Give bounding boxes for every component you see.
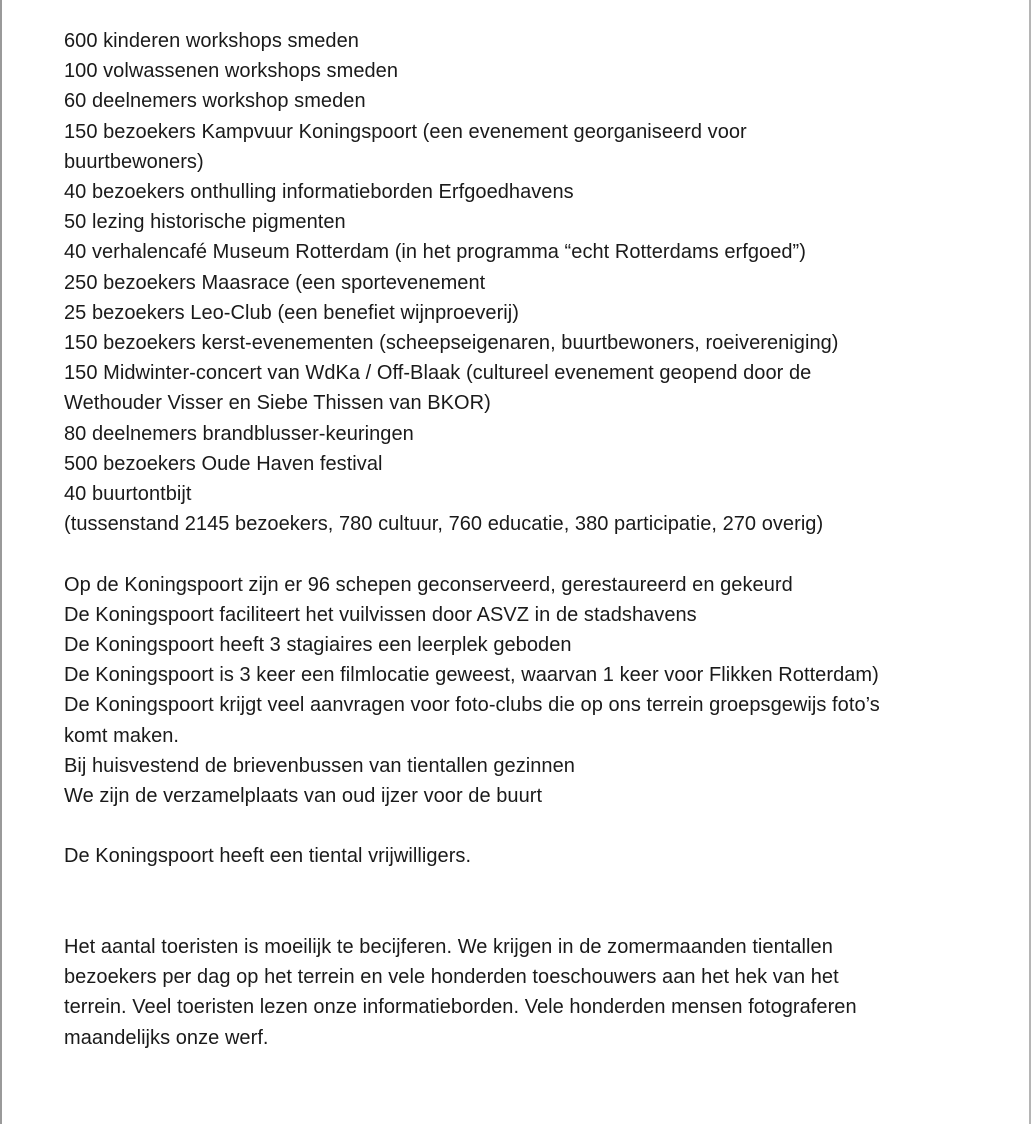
fact-line: komt maken.	[64, 724, 180, 747]
stats-summary: (tussenstand 2145 bezoekers, 780 cultuur, 760 educatie, 380 participatie, 270 overig)	[64, 513, 824, 536]
stat-line: 50 lezing historische pigmenten	[64, 211, 346, 234]
fact-line: Bij huisvestend de brievenbussen van tientallen gezinnen	[64, 754, 575, 777]
paragraph-line: Het aantal toeristen is moeilijk te becijferen. We krijgen in de zomermaanden tientallen	[64, 936, 833, 959]
spacer	[64, 539, 994, 569]
stat-line: 100 volwassenen workshops smeden	[64, 60, 399, 83]
fact-line: De Koningspoort faciliteert het vuilvissen door ASVZ in de stadshavens	[64, 603, 697, 626]
stat-line: 40 buurtontbijt	[64, 483, 192, 506]
stat-line: 150 bezoekers Kampvuur Koningspoort (een evenement georganiseerd voor	[64, 120, 747, 143]
paragraph-line: terrein. Veel toeristen lezen onze informatieborden. Vele honderden mensen fotograferen	[64, 996, 857, 1019]
paragraph-line: bezoekers per dag op het terrein en vele honderden toeschouwers aan het hek van het	[64, 966, 839, 989]
stat-line: 40 bezoekers onthulling informatieborden Erfgoedhavens	[64, 181, 574, 204]
stat-line: buurtbewoners)	[64, 150, 204, 173]
stat-line: 25 bezoekers Leo-Club (een benefiet wijnproeverij)	[64, 301, 519, 324]
fact-line: De Koningspoort heeft 3 stagiaires een leerplek geboden	[64, 634, 572, 657]
fact-line: De Koningspoort krijgt veel aanvragen voor foto-clubs die op ons terrein groepsgewijs foto’s	[64, 694, 880, 717]
fact-line: De Koningspoort is 3 keer een filmlocatie geweest, waarvan 1 keer voor Flikken Rotterdam)	[64, 664, 879, 687]
stat-line: 500 bezoekers Oude Haven festival	[64, 452, 383, 475]
visitor-stats-list	[64, 26, 994, 539]
facts-list	[64, 570, 994, 812]
stat-line: 80 deelnemers brandblusser-keuringen	[64, 422, 414, 445]
stat-line: 60 deelnemers workshop smeden	[64, 90, 366, 113]
stat-line: 250 bezoekers Maasrace (een sportevenement	[64, 271, 486, 294]
stat-line: 150 Midwinter-concert van WdKa / Off-Blaak (cultureel evenement geopend door de	[64, 362, 812, 385]
fact-line: Op de Koningspoort zijn er 96 schepen geconserveerd, gerestaureerd en gekeurd	[64, 573, 793, 596]
volunteers-paragraph: De Koningspoort heeft een tiental vrijwilligers.	[64, 845, 472, 868]
spacer	[64, 872, 994, 932]
fact-line: We zijn de verzamelplaats van oud ijzer voor de buurt	[64, 785, 543, 808]
tourists-paragraph	[64, 932, 994, 1053]
document-body	[64, 26, 994, 1053]
stat-line: 600 kinderen workshops smeden	[64, 30, 359, 52]
stat-line: Wethouder Visser en Siebe Thissen van BKOR)	[64, 392, 491, 415]
stat-line: 150 bezoekers kerst-evenementen (scheepseigenaren, buurtbewoners, roeivereniging)	[64, 332, 839, 355]
stat-line: 40 verhalencafé Museum Rotterdam (in het programma “echt Rotterdams erfgoed”)	[64, 241, 806, 264]
paragraph-line: maandelijks onze werf.	[64, 1026, 269, 1049]
spacer	[64, 811, 994, 841]
